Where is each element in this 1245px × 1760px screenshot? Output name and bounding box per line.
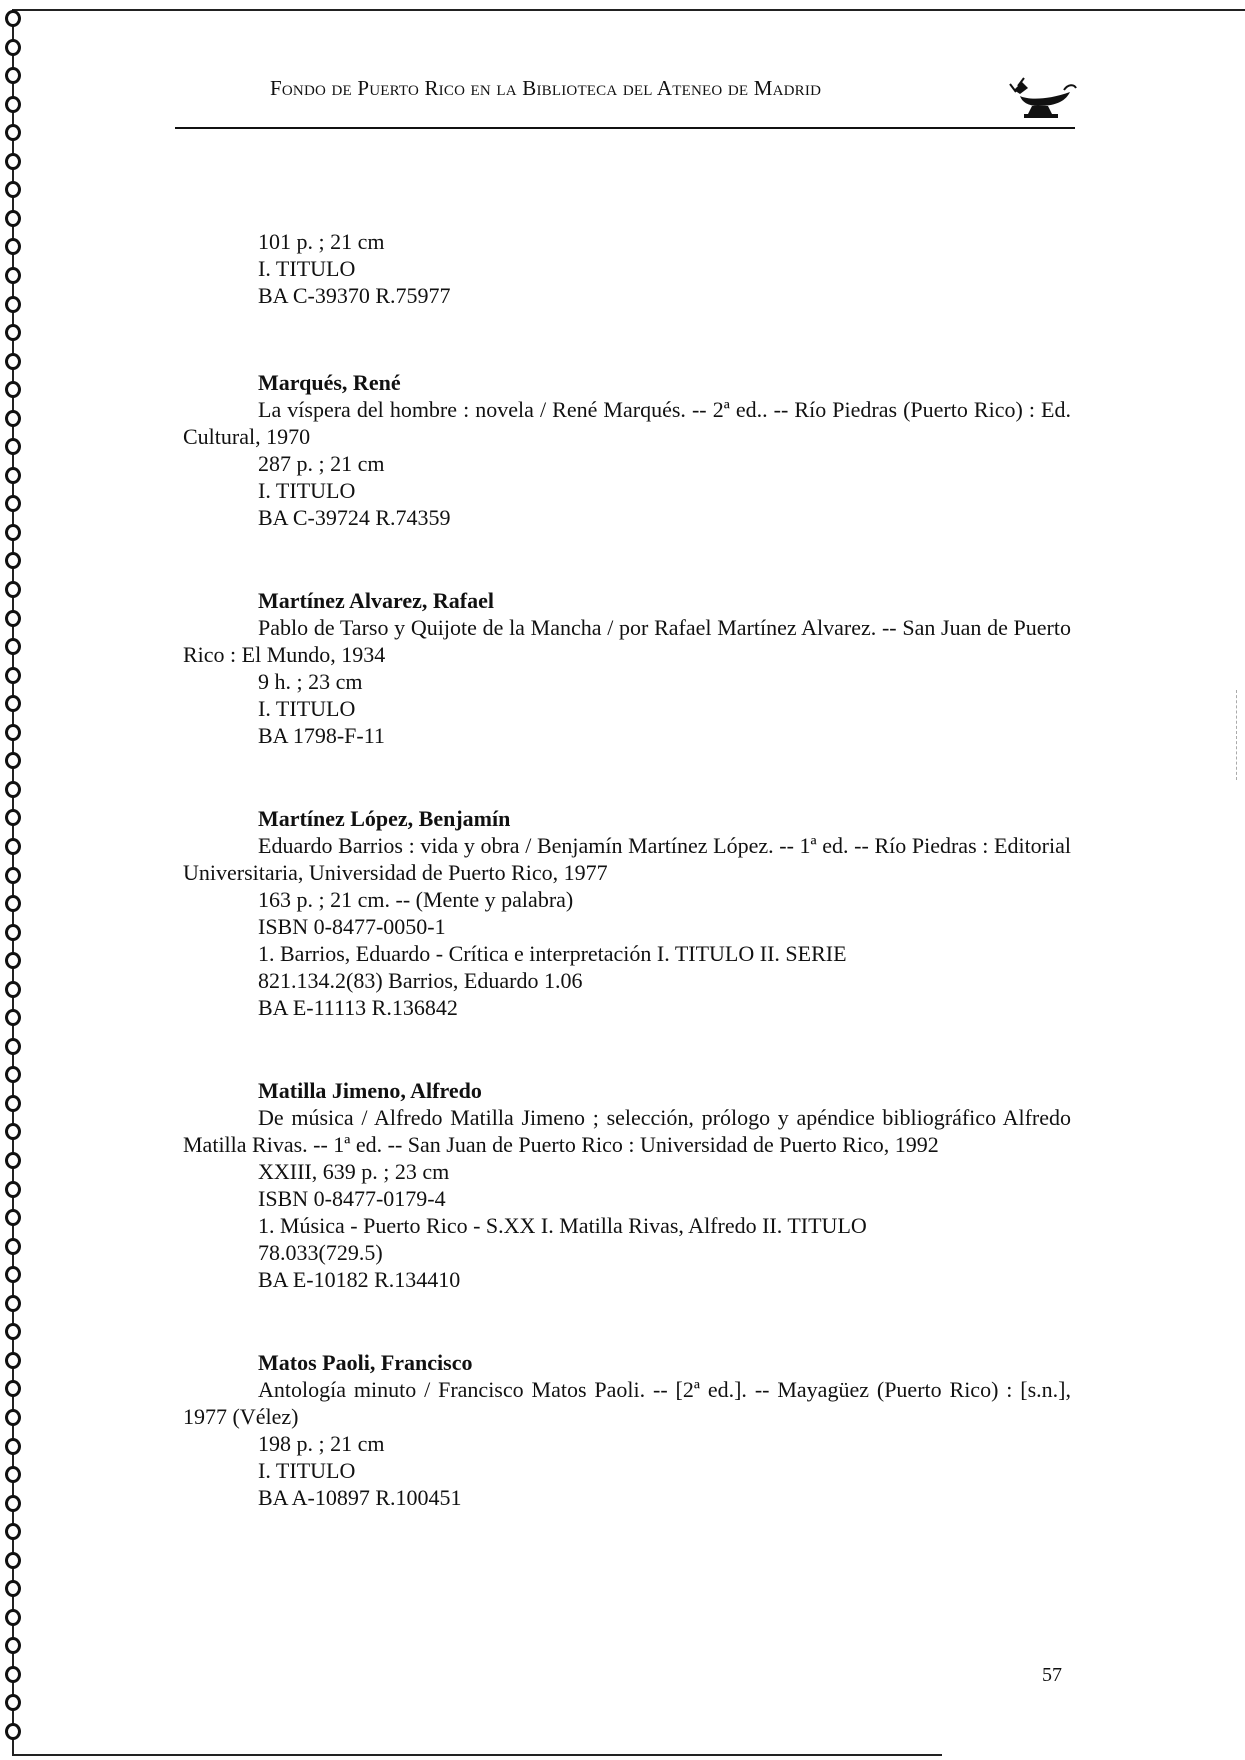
scan-artifact <box>1236 690 1237 780</box>
entry-detail-line: BA E-10182 R.134410 <box>258 1267 461 1292</box>
entry-author: Marqués, René <box>258 370 401 395</box>
binder-ring-icon <box>5 638 21 655</box>
binder-ring-icon <box>5 267 21 284</box>
entry-detail-line: 78.033(729.5) <box>258 1240 383 1265</box>
binder-ring-icon <box>5 96 21 113</box>
binder-ring-icon <box>5 610 21 627</box>
entry-detail-line: 287 p. ; 21 cm <box>258 451 385 476</box>
entry-author: Matos Paoli, Francisco <box>258 1350 473 1375</box>
entry-detail-line: 1. Música - Puerto Rico - S.XX I. Matilla Rivas, Alfredo II. TITULO <box>258 1213 867 1238</box>
binder-ring-icon <box>5 781 21 798</box>
binder-ring-icon <box>5 238 21 255</box>
entry-author: Martínez Alvarez, Rafael <box>258 588 495 613</box>
catalog-entry <box>183 228 1071 309</box>
binder-ring-icon <box>5 495 21 512</box>
binder-ring-icon <box>5 1238 21 1255</box>
entry-detail-line: BA 1798-F-11 <box>258 723 385 748</box>
binder-ring-icon <box>5 667 21 684</box>
binder-ring-icon <box>5 1123 21 1140</box>
binder-ring-icon <box>5 181 21 198</box>
entry-detail-line: I. TITULO <box>258 1458 356 1483</box>
header-title-part: Madrid <box>753 76 822 100</box>
binder-ring-icon <box>5 1523 21 1540</box>
header-title-part: Puerto <box>357 76 425 100</box>
header-title-part: Biblioteca del <box>522 76 657 100</box>
binder-ring-icon <box>5 1352 21 1369</box>
entry-detail-line: 101 p. ; 21 cm <box>258 229 385 254</box>
binder-ring-icon <box>5 981 21 998</box>
entry-description: Antología minuto / Francisco Matos Paoli. -- [2ª ed.]. -- Mayagüez (Puerto Rico) : [s.n.], 1977 (Vélez) <box>183 1377 1071 1429</box>
binder-ring-icon <box>5 438 21 455</box>
entry-detail-line: 821.134.2(83) Barrios, Eduardo 1.06 <box>258 968 583 993</box>
entry-detail-line: I. TITULO <box>258 478 356 503</box>
catalog-entry <box>183 369 1071 531</box>
entry-detail-line: BA E-11113 R.136842 <box>258 995 458 1020</box>
entry-detail-line: I. TITULO <box>258 696 356 721</box>
entry-detail-line: I. TITULO <box>258 256 356 281</box>
entry-description: Pablo de Tarso y Quijote de la Mancha / por Rafael Martínez Alvarez. -- San Juan de Puerto Rico : El Mundo, 1934 <box>183 615 1071 667</box>
binder-ring-icon <box>5 381 21 398</box>
binder-ring-icon <box>5 467 21 484</box>
binder-ring-icon <box>5 67 21 84</box>
binder-ring-icon <box>5 210 21 227</box>
page-frame-bottom <box>12 1754 942 1756</box>
running-header-title <box>270 76 821 101</box>
catalog-entry <box>183 805 1071 1021</box>
entry-author: Martínez López, Benjamín <box>258 806 511 831</box>
binder-ring-icon <box>5 1637 21 1654</box>
entry-detail-line: 163 p. ; 21 cm. -- (Mente y palabra) <box>258 887 574 912</box>
binder-ring-icon <box>5 952 21 969</box>
binder-ring-icon <box>5 1181 21 1198</box>
page-number: 57 <box>1042 1664 1062 1686</box>
binder-ring-icon <box>5 838 21 855</box>
header-title-part: Fondo de <box>270 76 358 100</box>
binder-ring-icon <box>5 1694 21 1711</box>
binder-ring-icon <box>5 695 21 712</box>
binder-ring-icon <box>5 1266 21 1283</box>
binder-ring-icon <box>5 1323 21 1340</box>
binder-ring-icon <box>5 353 21 370</box>
header-title-part: Ateneo de <box>656 76 754 100</box>
binder-ring-icon <box>5 410 21 427</box>
catalog-entry <box>183 1349 1071 1511</box>
catalog-entry <box>183 1077 1071 1293</box>
binder-ring-icon <box>5 1552 21 1569</box>
binder-ring-icon <box>5 1580 21 1597</box>
binder-ring-icon <box>5 153 21 170</box>
entry-description: De música / Alfredo Matilla Jimeno ; selección, prólogo y apéndice bibliográfico Alfredo Matilla Rivas. -- 1ª ed. -- San Juan de Puerto Rico : Universidad de Puerto Rico, 1992 <box>183 1105 1071 1157</box>
entry-detail-line: BA A-10897 R.100451 <box>258 1485 462 1510</box>
binder-ring-icon <box>5 1152 21 1169</box>
binder-ring-icon <box>5 1723 21 1740</box>
binder-ring-icon <box>5 1609 21 1626</box>
entry-detail-line: BA C-39370 R.75977 <box>258 283 451 308</box>
binder-ring-icon <box>5 324 21 341</box>
binder-ring-icon <box>5 1409 21 1426</box>
binder-ring-icon <box>5 895 21 912</box>
binder-ring-icon <box>5 809 21 826</box>
entry-detail-line: 9 h. ; 23 cm <box>258 669 363 694</box>
binder-ring-icon <box>5 10 21 27</box>
binder-ring-icon <box>5 867 21 884</box>
binder-ring-icon <box>5 1209 21 1226</box>
binder-ring-icon <box>5 1380 21 1397</box>
entry-detail-line: 1. Barrios, Eduardo - Crítica e interpretación I. TITULO II. SERIE <box>258 941 847 966</box>
binder-ring-icon <box>5 1066 21 1083</box>
binder-ring-icon <box>5 1495 21 1512</box>
binder-ring-icon <box>5 39 21 56</box>
binder-ring-icon <box>5 524 21 541</box>
binder-ring-icon <box>5 1095 21 1112</box>
entry-detail-line: BA C-39724 R.74359 <box>258 505 451 530</box>
entry-detail-line: ISBN 0-8477-0050-1 <box>258 914 446 939</box>
entry-description: Eduardo Barrios : vida y obra / Benjamín Martínez López. -- 1ª ed. -- Río Piedras : Editorial Universitaria, Universidad de Puerto Rico, 1977 <box>183 833 1071 885</box>
oil-lamp-icon <box>1008 70 1078 120</box>
binder-ring-icon <box>5 1009 21 1026</box>
binder-ring-icon <box>5 1438 21 1455</box>
binder-ring-icon <box>5 581 21 598</box>
header-rule <box>175 127 1075 129</box>
binder-ring-icon <box>5 1466 21 1483</box>
binder-ring-icon <box>5 924 21 941</box>
binder-ring-icon <box>5 1038 21 1055</box>
binder-ring-icon <box>5 752 21 769</box>
header-title-part: Rico en la <box>424 76 523 100</box>
catalog-entries <box>183 228 1071 1567</box>
page-frame-top <box>12 9 1245 11</box>
binder-ring-icon <box>5 1295 21 1312</box>
binder-ring-icon <box>5 296 21 313</box>
binder-ring-icon <box>5 552 21 569</box>
entry-detail-line: ISBN 0-8477-0179-4 <box>258 1186 446 1211</box>
entry-description: La víspera del hombre : novela / René Marqués. -- 2ª ed.. -- Río Piedras (Puerto Rico) : Ed. Cultural, 1970 <box>183 397 1071 449</box>
entry-detail-line: 198 p. ; 21 cm <box>258 1431 385 1456</box>
binder-ring-icon <box>5 124 21 141</box>
entry-detail-line: XXIII, 639 p. ; 23 cm <box>258 1159 450 1184</box>
binder-rings <box>0 0 40 1760</box>
binder-ring-icon <box>5 1666 21 1683</box>
entry-author: Matilla Jimeno, Alfredo <box>258 1078 482 1103</box>
catalog-entry <box>183 587 1071 749</box>
binder-ring-icon <box>5 724 21 741</box>
